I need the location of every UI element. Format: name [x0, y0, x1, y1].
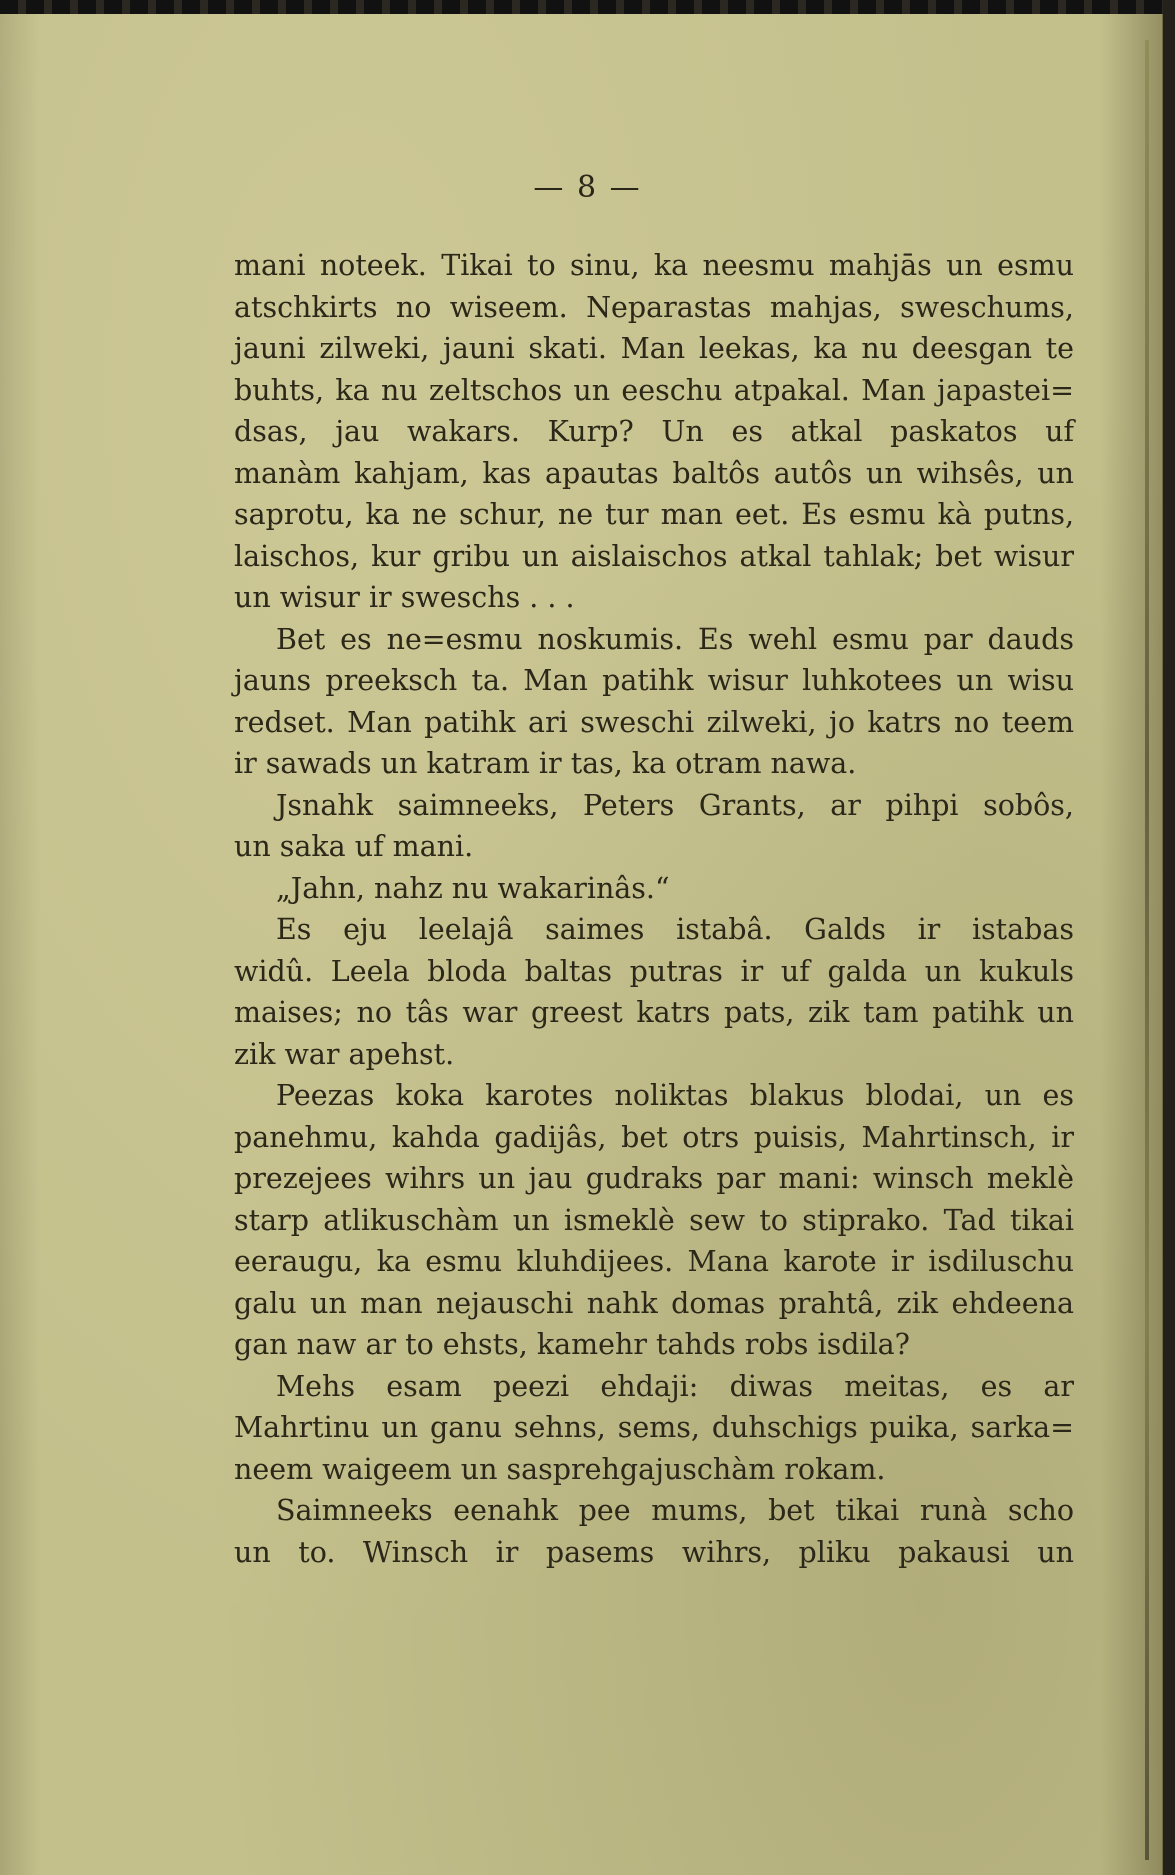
text-line: Mehs esam peezi ehdaji: diwas meitas, es ar [276, 1369, 1074, 1403]
page-top-edge [0, 0, 1175, 14]
text-line: „Jahn, nahz nu wakarinâs.“ [276, 871, 670, 905]
text-line: mani noteek. Tikai to sinu, ka neesmu mahjās un esmu [234, 249, 1074, 282]
text-line: starp atlikuschàm un ismeklè sew to stiprako. Tad tikai [234, 1203, 1074, 1237]
text-line: widû. Leela bloda baltas putras ir uf galda un kukuls [234, 954, 1074, 988]
paragraph [234, 1366, 1074, 1491]
text-line: ir sawads un katram ir tas, ka otram nawa. [234, 747, 857, 780]
text-line: Bet es ne=esmu noskumis. Es wehl esmu par dauds [276, 622, 1074, 656]
text-line: gan naw ar to ehsts, kamehr tahds robs isdila? [234, 1328, 910, 1361]
text-line: Es eju leelajâ saimes istabâ. Galds ir istabas [276, 913, 1074, 946]
text-line: Jsnahk saimneeks, Peters Grants, ar pihpi sobôs, [276, 788, 1074, 822]
paragraph [234, 245, 1074, 619]
text-line: buhts, ka nu zeltschos un eeschu atpakal. Man japastei= [234, 373, 1074, 407]
text-line: eeraugu, ka esmu kluhdijees. Mana karote ir isdiluschu [234, 1245, 1074, 1278]
page-number: — 8 — [533, 170, 642, 205]
text-line: laischos, kur gribu un aislaischos atkal tahlak; bet wisur [234, 539, 1074, 573]
text-line: jauns preeksch ta. Man patihk wisur luhkotees un wisu [234, 664, 1074, 697]
paragraph [234, 1075, 1074, 1366]
text-line: un wisur ir sweschs . . . [234, 581, 575, 614]
text-line: panehmu, kahda gadijâs, bet otrs puisis, Mahrtinsch, ir [234, 1120, 1074, 1154]
text-line: neem waigeem un sasprehgajuschàm rokam. [234, 1452, 886, 1486]
text-line: redset. Man patihk ari sweschi zilweki, jo katrs no teem [234, 705, 1074, 739]
page-binding-shadow [1145, 40, 1149, 1860]
text-line: galu un man nejauschi nahk domas prahtâ, zik ehdeena [234, 1286, 1074, 1320]
text-line: zik war apehst. [234, 1037, 455, 1071]
text-line: jauni zilweki, jauni skati. Man leekas, ka nu deesgan te [234, 332, 1074, 365]
text-line: Mahrtinu un ganu sehns, sems, duhschigs puika, sarka= [234, 1411, 1074, 1444]
text-line: atschkirts no wiseem. Neparastas mahjas, sweschums, [234, 290, 1074, 324]
text-line: dsas, jau wakars. Kurp? Un es atkal paskatos uf [234, 415, 1074, 448]
text-line: prezejees wihrs un jau gudraks par mani: winsch meklè [234, 1162, 1074, 1195]
page-right-edge [1163, 0, 1175, 1875]
text-line: maises; no tâs war greest katrs pats, zik tam patihk un [234, 996, 1074, 1029]
text-line: Saimneeks eenahk pee mums, bet tikai runà scho [276, 1494, 1074, 1527]
text-line: saprotu, ka ne schur, ne tur man eet. Es esmu kà putns, [234, 498, 1074, 531]
paragraph [234, 909, 1074, 1075]
text-line: Peezas koka karotes noliktas blakus blodai, un es [276, 1079, 1074, 1112]
text-line: un to. Winsch ir pasems wihrs, pliku pakausi un [234, 1535, 1074, 1569]
text-line: un saka uf mani. [234, 830, 474, 863]
text-line: manàm kahjam, kas apautas baltôs autôs un wihsês, un [234, 456, 1074, 490]
paragraph [234, 868, 1074, 910]
paragraph [234, 619, 1074, 785]
body-text [234, 245, 1074, 1573]
paragraph [234, 785, 1074, 868]
paragraph [234, 1490, 1074, 1573]
